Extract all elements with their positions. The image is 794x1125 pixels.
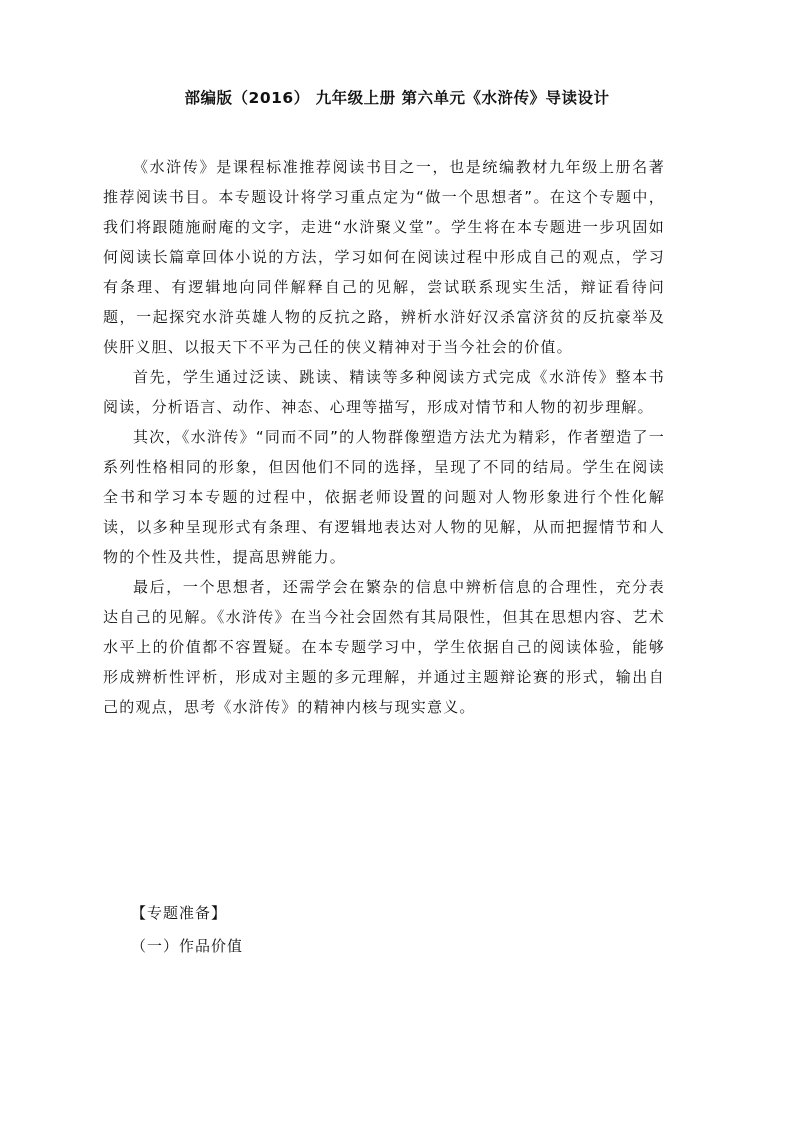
- paragraph-third: 最后，一个思想者，还需学会在繁杂的信息中辨析信息的合理性，充分表达自己的见解。《水浒传》在当今社会固然有其局限性，但其在思想内容、艺术水平上的价值都不容置疑。在本专题学习中，学生依据自己的阅读体验，能够形成辨析性评析，形成对主题的多元理解，并通过主题辩论赛的形式，输出自己的观点，思考《水浒传》的精神内核与现实意义。: [103, 578, 665, 716]
- document-title: 部编版（2016） 九年级上册 第六单元《水浒传》导读设计: [184, 89, 610, 107]
- paragraph-first: 首先，学生通过泛读、跳读、精读等多种阅读方式完成《水浒传》整本书阅读，分析语言、动作、神态、心理等描写，形成对情节和人物的初步理解。: [103, 368, 665, 416]
- subsection-heading: （一）作品价值: [131, 937, 244, 955]
- paragraph-second: 其次，《水浒传》“同而不同”的人物群像塑造方法尤为精彩，作者塑造了一系列性格相同的形象，但因他们不同的选择，呈现了不同的结局。学生在阅读全书和学习本专题的过程中，依据老师设置的问题对人物形象进行个性化解读，以多种呈现形式有条理、有逻辑地表达对人物的见解，从而把握情节和人物的个性及共性，提高思辨能力。: [103, 428, 665, 566]
- paragraph-intro: 《水浒传》是课程标准推荐阅读书目之一，也是统编教材九年级上册名著推荐阅读书目。本专题设计将学习重点定为“做一个思想者”。在这个专题中，我们将跟随施耐庵的文字，走进“水浒聚义堂”。学生将在本专题进一步巩固如何阅读长篇章回体小说的方法，学习如何在阅读过程中形成自己的观点，学习有条理、有逻辑地向同伴解释自己的见解，尝试联系现实生活，辩证看待问题，一起探究水浒英雄人物的反抗之路，辨析水浒好汉杀富济贫的反抗豪举及侠肝义胆、以报天下不平为己任的侠义精神对于当今社会的价值。: [103, 158, 665, 356]
- section-heading: 【专题准备】: [131, 904, 228, 922]
- document-body: [103, 152, 665, 722]
